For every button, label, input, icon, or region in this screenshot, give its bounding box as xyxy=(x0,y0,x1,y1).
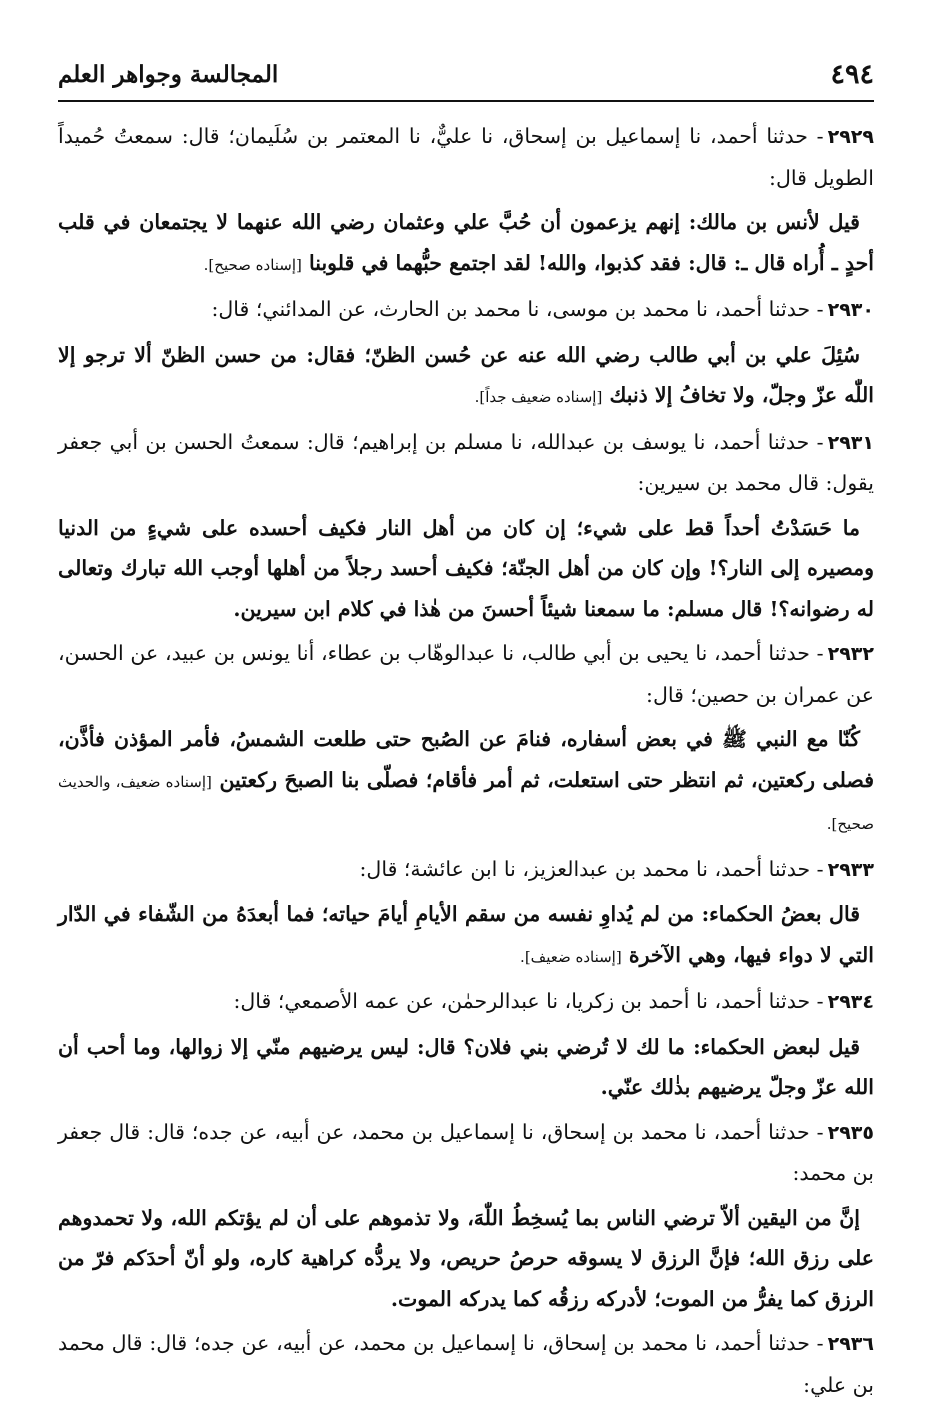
hadith-isnad xyxy=(58,849,874,891)
hadith-isnad xyxy=(58,1112,874,1194)
isnad-text: - حدثنا أحمد، نا يوسف بن عبدالله، نا مسلم بن إبراهيم؛ قال: سمعتُ الحسن بن أبي جعفر يقول: قال محمد بن سيرين: xyxy=(58,429,874,495)
isnad-text: - حدثنا أحمد، نا محمد بن إسحاق، نا إسماعيل بن محمد، عن أبيه، عن جده؛ قال: قال محمد بن علي: xyxy=(58,1331,874,1397)
matn-text: سُئِلَ علي بن أبي طالب رضي الله عنه عن حُسن الظنّ؛ فقال: من حسن الظنّ ألا ترجو إلا اللّٰه عزّ وجلّ، ولا تخافُ إلا ذنبك xyxy=(58,342,874,407)
isnad-text: - حدثنا أحمد، نا محمد بن موسى، نا محمد بن الحارث، عن المدائني؛ قال: xyxy=(211,297,824,321)
matn-text: قيل لبعض الحكماء: ما لك لا تُرضي بني فلان؟ قال: ليس يرضيهم منّي إلا زوالها، وما أحب أن الله عزّ وجلّ يرضيهم بذٰلك عنّي. xyxy=(58,1034,874,1099)
hadith-matn xyxy=(58,719,874,845)
hadith-matn xyxy=(58,1027,874,1108)
hadith-matn xyxy=(58,335,874,418)
isnad-grade: [إسناده ضعيف، والحديث صحيح]. xyxy=(58,772,874,833)
hadith-isnad xyxy=(58,422,874,504)
matn-text: إنَّ من اليقين ألاّ ترضي الناس بما يُسخِطُ اللّٰهَ، ولا تذموهم على أن لم يؤتكم الله، ولا تحمدوهم على رزق الله؛ فإنَّ الرزق لا يسوقه حرصُ حريص، ولا يردُّه كراهية كاره، ولو أنّ أحدَكم فرّ من الرزق كما يفرُّ من الموت؛ لأدركه رزقُه كما يدركه الموت. xyxy=(58,1205,874,1311)
hadith-number: ٢٩٣٢ xyxy=(827,643,874,665)
isnad-text: - حدثنا أحمد، نا محمد بن عبدالعزيز، نا ابن عائشة؛ قال: xyxy=(359,856,824,881)
hadith-matn xyxy=(58,202,874,285)
hadith-isnad xyxy=(58,1323,874,1405)
hadith-number: ٢٩٣٦ xyxy=(827,1333,874,1355)
matn-text: قال بعضُ الحكماء: من لم يُداوِ نفسه من سقم الأيامِ أيامَ حياته؛ فما أبعدَهُ من الشّفاء في الدّار التي لا دواء فيها، وهي الآخرة xyxy=(58,902,874,967)
hadith-isnad xyxy=(58,116,874,198)
hadith-isnad xyxy=(58,633,874,715)
isnad-grade: [إسناده ضعيف]. xyxy=(520,947,622,966)
isnad-text: - حدثنا أحمد، نا أحمد بن زكريا، نا عبدالرحمٰن، عن عمه الأصمعي؛ قال: xyxy=(233,989,824,1013)
hadith-number: ٢٩٣٣ xyxy=(827,858,874,881)
hadith-matn xyxy=(58,894,874,977)
running-title: المجالسة وجواهر العلم xyxy=(58,60,279,88)
hadith-number: ٢٩٢٩ xyxy=(827,126,874,148)
hadith-number: ٢٩٣١ xyxy=(827,431,874,454)
hadith-isnad xyxy=(58,289,874,331)
isnad-text: - حدثنا أحمد، نا إسماعيل بن إسحاق، نا عليٌّ، نا المعتمر بن سُلَيمان؛ قال: سمعتُ حُميداً الطويل قال: xyxy=(58,124,874,190)
hadith-number: ٢٩٣٥ xyxy=(827,1121,874,1144)
page-header xyxy=(58,48,874,102)
matn-text: قيل لأنس بن مالك: إنهم يزعمون أن حُبَّ علي وعثمان رضي الله عنهما لا يجتمعان في قلب أحدٍ ـ أُراه قال ـ: قال: فقد كذبوا، والله! لقد اجتمع حبُّهما في قلوبنا xyxy=(58,210,874,275)
isnad-grade: [إسناده ضعيف جداً]. xyxy=(474,388,603,406)
hadith-number: ٢٩٣٤ xyxy=(827,991,874,1013)
isnad-text: - حدثنا أحمد، نا يحيى بن أبي طالب، نا عبدالوهّاب بن عطاء، أنا يونس بن عبيد، عن الحسن، عن عمران بن حصين؛ قال: xyxy=(58,641,874,707)
hadith-isnad xyxy=(58,981,874,1023)
hadith-matn xyxy=(58,508,874,630)
matn-text: ما حَسَدْتُ أحداً قط على شيء؛ إن كان من أهل النار فكيف أحسده على شيءٍ من الدنيا ومصيره إلى النار؟! وإن كان من أهل الجنّة؛ فكيف أحسد رجلاً من أهلها أوجب الله تبارك وتعالى له رضوانه؟! قال مسلم: ما سمعنا شيئاً أحسنَ من هٰذا في كلام ابن سيرين. xyxy=(58,515,874,621)
hadith-number: ٢٩٣٠ xyxy=(827,299,874,321)
page-content xyxy=(58,116,874,1409)
matn-text: كُنّا مع النبي ﷺ في بعض أسفاره، فنامَ عن الصُبح حتى طلعت الشمسُ، فأمر المؤذن فأذَّن، فصلى ركعتين، ثم انتظر حتى استعلت، ثم أمر فأقام؛ فصلّى بنا الصبحَ ركعتين xyxy=(58,727,874,792)
hadith-matn xyxy=(58,1198,874,1320)
isnad-grade: [إسناده صحيح]. xyxy=(203,255,302,274)
page-number: ٤٩٤ xyxy=(830,58,874,90)
isnad-text: - حدثنا أحمد، نا محمد بن إسحاق، نا إسماعيل بن محمد، عن أبيه، عن جده؛ قال: قال جعفر بن محمد: xyxy=(58,1119,874,1185)
